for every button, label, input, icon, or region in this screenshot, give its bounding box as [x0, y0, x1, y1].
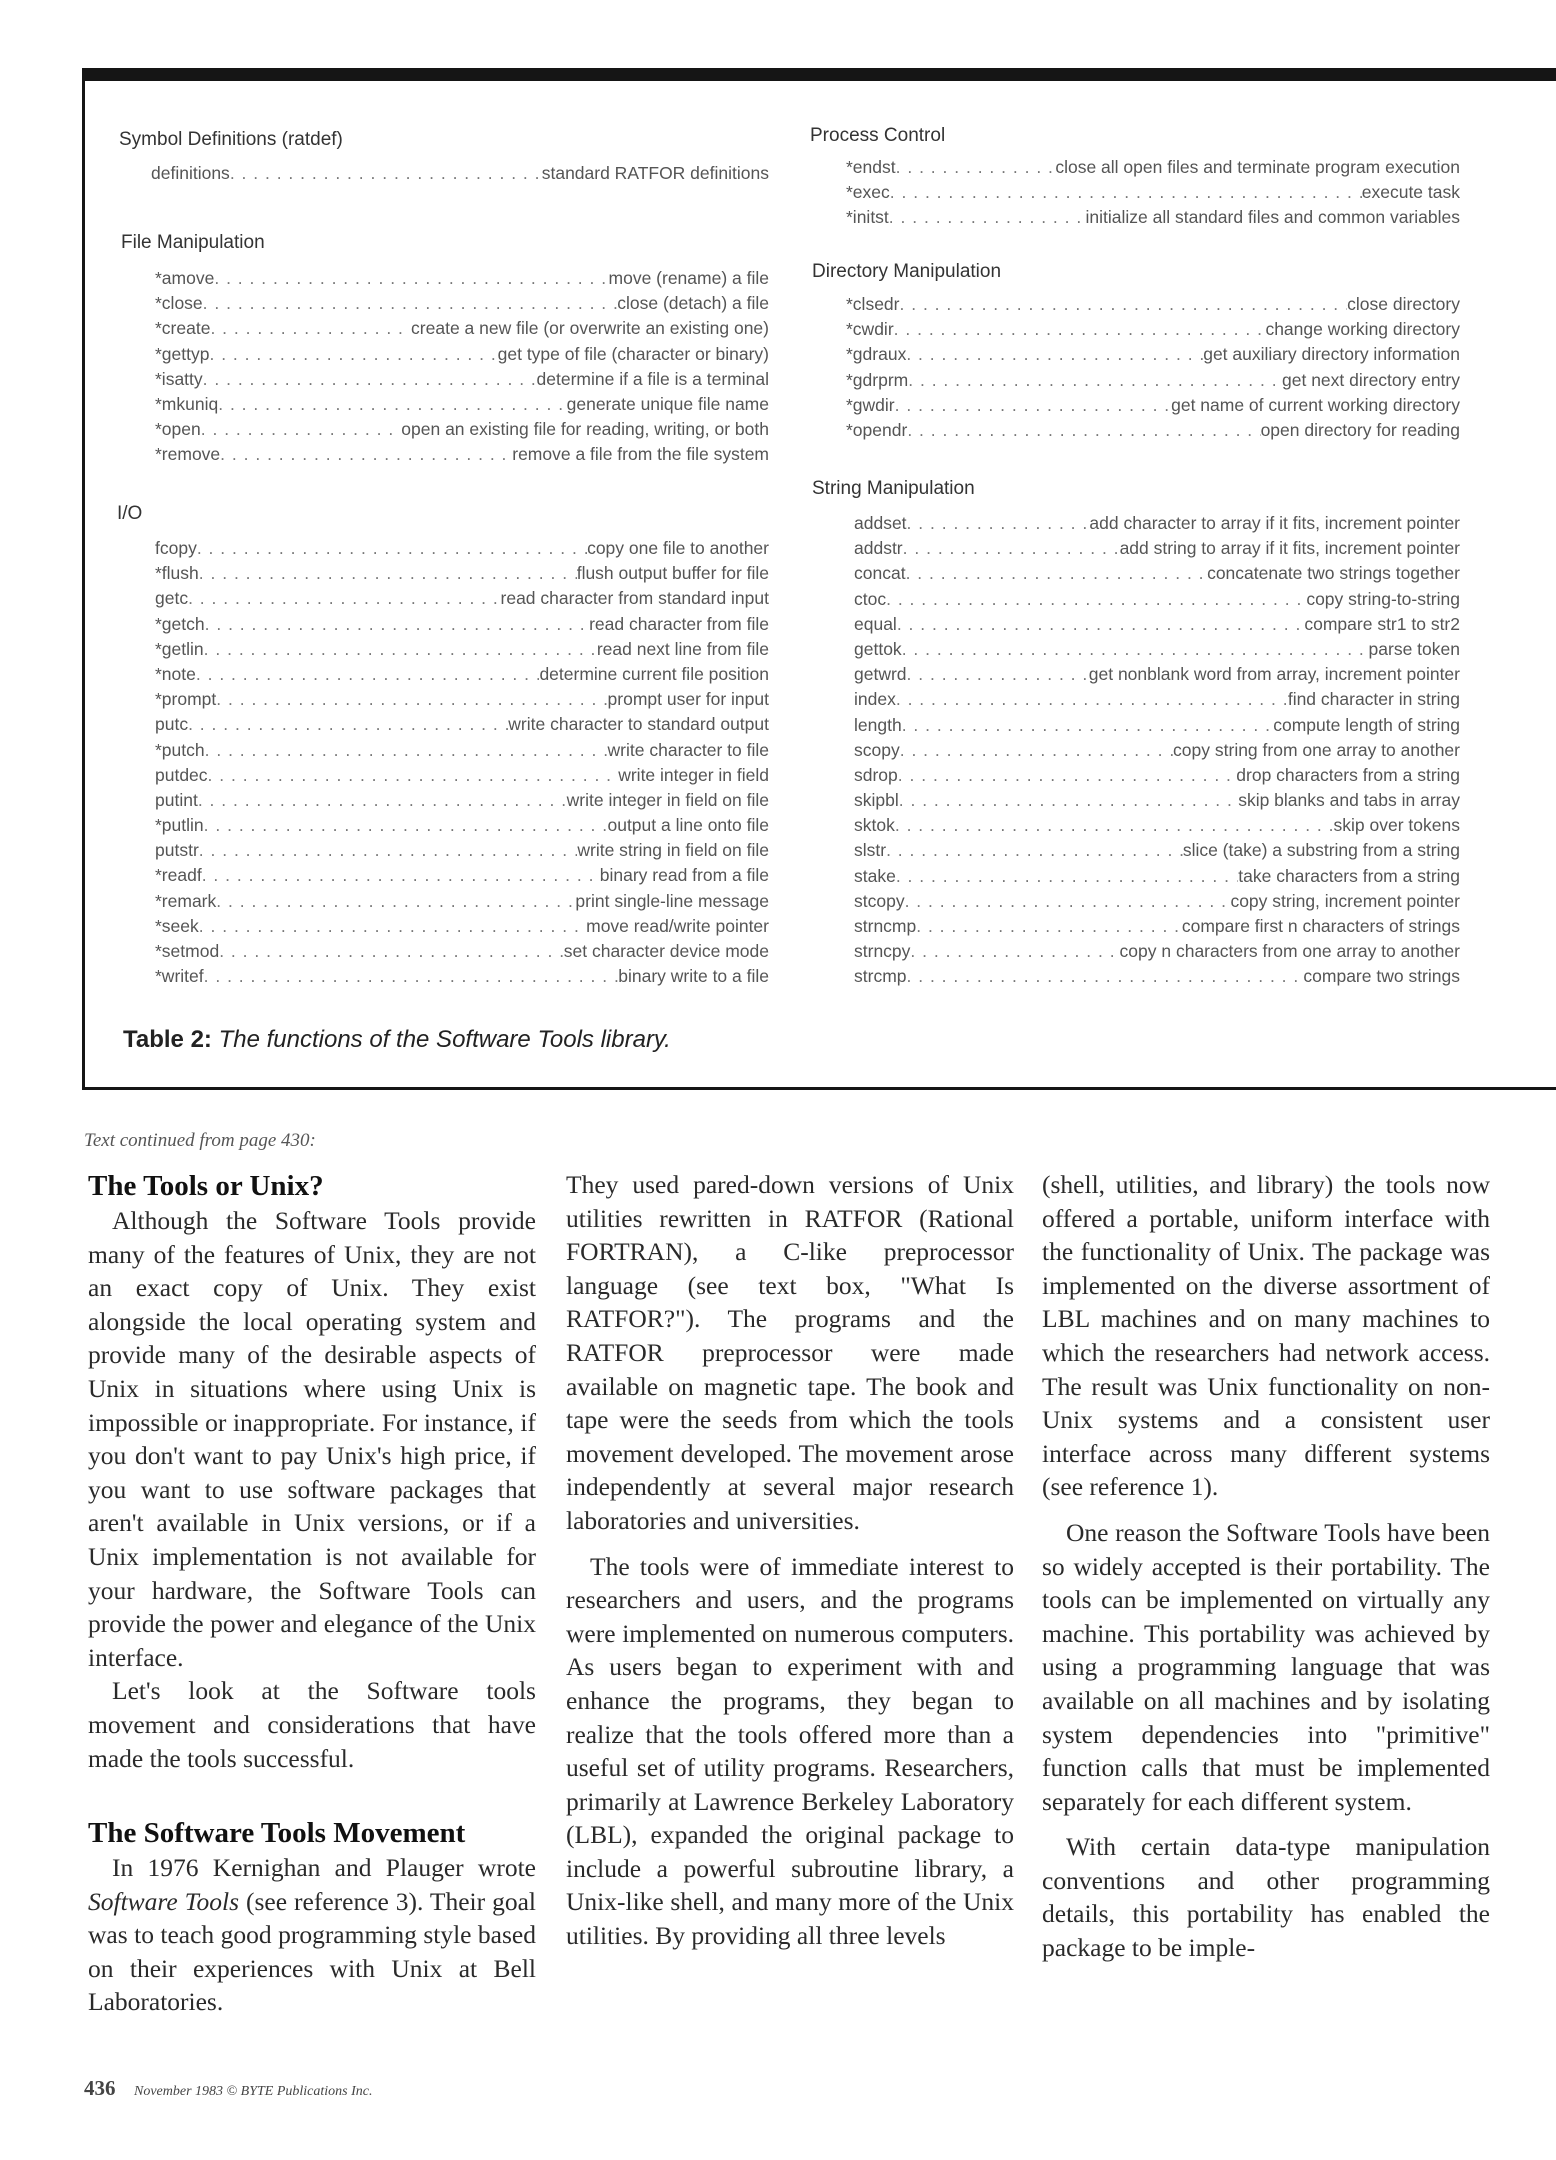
function-row — [155, 765, 769, 790]
function-description: open directory for reading — [1260, 419, 1460, 440]
function-row — [854, 538, 1460, 563]
function-row — [155, 790, 769, 815]
paragraph — [88, 1851, 536, 2019]
leader-dots — [897, 614, 1305, 635]
function-name: *open — [155, 419, 201, 440]
leader-dots — [895, 815, 1334, 836]
function-name: definitions — [151, 163, 230, 183]
function-description: read character from standard input — [500, 588, 769, 609]
function-row — [155, 588, 769, 613]
function-name: equal — [854, 613, 897, 634]
function-row — [846, 420, 1460, 445]
section-title: Symbol Definitions (ratdef) — [119, 129, 343, 150]
function-row — [846, 319, 1460, 344]
paragraph: The tools were of immediate interest to researchers and users, and the programs were implemented on numerous computers. As users began to experiment with and enhance the programs, they began to realize that the tools offered more than a useful set of utility programs. Researchers, primarily at Lawrence Berkeley Laboratory (LBL), expanded the original package to include a powerful subroutine library, a Unix-like shell, and many more of the Unix utilities. By providing all three levels — [566, 1551, 1014, 1951]
function-row — [155, 444, 769, 469]
function-row — [854, 891, 1460, 916]
function-description: compare str1 to str2 — [1304, 613, 1460, 634]
function-row — [854, 840, 1460, 865]
leader-dots — [208, 765, 619, 786]
function-row — [155, 344, 769, 369]
function-row — [854, 563, 1460, 588]
function-description: determine current file position — [539, 663, 769, 684]
function-row — [854, 966, 1460, 991]
function-description: generate unique file name — [566, 393, 769, 414]
function-name: *readf — [155, 865, 202, 886]
function-name: getc — [155, 588, 189, 609]
leader-dots — [900, 294, 1348, 315]
function-name: gettok — [854, 638, 902, 659]
leader-dots — [889, 207, 1086, 228]
leader-dots — [906, 563, 1208, 584]
function-name: ctoc — [854, 588, 887, 609]
leader-dots — [209, 344, 497, 365]
function-row — [155, 614, 769, 639]
function-description: slice (take) a substring from a string — [1182, 840, 1460, 861]
leader-dots — [902, 715, 1274, 736]
leader-dots — [214, 268, 608, 289]
function-row — [155, 815, 769, 840]
function-description: read next line from file — [596, 638, 769, 659]
function-row — [846, 370, 1460, 395]
function-name: strncpy — [854, 941, 911, 962]
function-description: compute length of string — [1273, 714, 1460, 735]
function-description: standard RATFOR definitions — [541, 163, 769, 183]
function-name: *gwdir — [846, 394, 895, 415]
leader-dots — [908, 370, 1282, 391]
function-name: stake — [854, 865, 896, 886]
function-name: *remark — [155, 890, 217, 911]
function-description: copy string, increment pointer — [1230, 890, 1460, 911]
function-description: create a new file (or overwrite an existing one) — [411, 318, 769, 339]
leader-dots — [905, 891, 1231, 912]
leader-dots — [210, 318, 411, 339]
continued-note: Text continued from page 430: — [84, 1130, 316, 1151]
function-description: remove a file from the file system — [512, 444, 769, 465]
function-row — [854, 639, 1460, 664]
function-description: close (detach) a file — [617, 293, 769, 314]
function-description: write string in field on file — [577, 840, 769, 861]
function-name: *note — [155, 663, 196, 684]
function-description: get nonblank word from array, increment pointer — [1088, 664, 1460, 685]
caption-text: The functions of the Software Tools library. — [218, 1026, 671, 1053]
function-description: initialize all standard files and common variables — [1085, 207, 1460, 228]
leader-dots — [896, 866, 1238, 887]
function-description: determine if a file is a terminal — [536, 368, 769, 389]
leader-dots — [203, 369, 537, 390]
function-row — [155, 664, 769, 689]
leader-dots — [205, 740, 608, 761]
leader-dots — [902, 639, 1369, 660]
function-description: find character in string — [1287, 689, 1460, 710]
section-title: I/O — [117, 503, 143, 524]
function-name: putc — [155, 714, 189, 735]
function-name: length — [854, 714, 902, 735]
function-name: *mkuniq — [155, 393, 219, 414]
leader-dots — [886, 840, 1183, 861]
function-name: strncmp — [854, 916, 917, 936]
function-row — [846, 182, 1460, 207]
paragraph: One reason the Software Tools have been so widely accepted is their portability. The tools can be implemented on virtually any machine. This portability was achieved by using a programming language that was available on all machines and by isolating system dependencies into "primitive" function calls that must be implemented separately for each different system. — [1042, 1517, 1490, 1816]
function-row — [846, 344, 1460, 369]
function-row — [854, 513, 1460, 538]
caption-label: Table 2: — [123, 1026, 212, 1053]
leader-dots — [907, 420, 1260, 441]
function-description: write integer in field on file — [566, 789, 769, 810]
leader-dots — [205, 614, 589, 635]
function-description: parse token — [1368, 638, 1460, 659]
function-description: concatenate two strings together — [1207, 563, 1460, 584]
function-row — [155, 639, 769, 664]
function-name: *seek — [155, 915, 199, 936]
function-name: *getch — [155, 613, 205, 634]
function-name: *writef — [155, 966, 204, 987]
function-row — [846, 395, 1460, 420]
function-name: addstr — [854, 538, 903, 559]
leader-dots — [203, 293, 618, 314]
function-name: *clsedr — [846, 294, 900, 314]
paragraph: With certain data-type manipulation conventions and other programming details, this portability has enabled the package to be imple- — [1042, 1832, 1490, 1963]
function-row — [155, 538, 769, 563]
section-title: String Manipulation — [812, 478, 975, 499]
function-name: scopy — [854, 739, 900, 760]
leader-dots — [199, 916, 586, 937]
function-name: *getlin — [155, 638, 204, 659]
function-description: flush output buffer for file — [576, 563, 769, 584]
section-title: Directory Manipulation — [812, 261, 1002, 282]
function-description: get name of current working directory — [1171, 394, 1460, 415]
function-name: putdec — [155, 764, 208, 785]
leader-dots — [230, 163, 542, 184]
leader-dots — [188, 588, 500, 609]
function-row — [155, 318, 769, 343]
function-row — [854, 815, 1460, 840]
text-run: (see reference 3). Their goal was to teach good programming style based on their experiences with Unix at Bell Laboratories. — [88, 1886, 536, 2017]
leader-dots — [199, 563, 577, 584]
leader-dots — [216, 689, 607, 710]
function-description: move (rename) a file — [608, 268, 769, 288]
function-row — [155, 916, 769, 941]
leader-dots — [903, 538, 1120, 559]
function-name: fcopy — [155, 538, 197, 558]
leader-dots — [907, 966, 1304, 987]
function-name: getwrd — [854, 664, 907, 685]
book-title: Software Tools — [88, 1886, 240, 1916]
function-name: concat — [854, 563, 906, 584]
function-name: *remove — [155, 444, 221, 465]
section-title: File Manipulation — [121, 232, 265, 253]
article-column-2 — [566, 1168, 1014, 1953]
function-description: get next directory entry — [1282, 369, 1460, 390]
leader-dots — [896, 157, 1056, 178]
function-description: drop characters from a string — [1236, 764, 1460, 785]
function-row — [854, 740, 1460, 765]
leader-dots — [894, 319, 1266, 340]
function-name: putint — [155, 789, 198, 810]
function-description: open an existing file for reading, writing, or both — [401, 419, 769, 440]
function-name: *cwdir — [846, 319, 894, 340]
function-name: *setmod — [155, 941, 220, 961]
function-description: set character device mode — [563, 941, 769, 961]
function-row — [846, 207, 1460, 232]
function-name: *gdrprm — [846, 369, 909, 390]
function-name: *prompt — [155, 689, 217, 710]
function-description: print single-line message — [575, 890, 769, 911]
leader-dots — [890, 182, 1362, 203]
section-title: Process Control — [810, 125, 946, 146]
function-name: *putlin — [155, 815, 204, 836]
function-description: close directory — [1347, 294, 1460, 314]
article-column-1 — [88, 1168, 536, 2019]
function-name: *opendr — [846, 419, 908, 440]
function-description: copy string-to-string — [1306, 588, 1460, 609]
function-name: stcopy — [854, 890, 905, 911]
function-name: sktok — [854, 815, 895, 836]
function-name: *gdraux — [846, 344, 907, 365]
leader-dots — [220, 444, 512, 465]
function-description: get type of file (character or binary) — [497, 343, 769, 364]
function-row — [151, 163, 769, 188]
function-row — [155, 293, 769, 318]
function-name: *putch — [155, 739, 205, 760]
page-footer — [84, 2076, 373, 2101]
leader-dots — [204, 639, 597, 660]
function-description: add string to array if it fits, increment pointer — [1119, 538, 1460, 559]
function-name: *create — [155, 318, 211, 339]
function-row — [155, 369, 769, 394]
function-description: copy n characters from one array to another — [1119, 941, 1460, 962]
function-description: copy string from one array to another — [1173, 739, 1460, 760]
leader-dots — [204, 815, 608, 836]
leader-dots — [898, 765, 1237, 786]
function-row — [155, 268, 769, 293]
function-description: write integer in field — [618, 764, 769, 785]
function-description: prompt user for input — [607, 689, 769, 710]
function-row — [854, 689, 1460, 714]
function-name: strcmp — [854, 966, 907, 987]
leader-dots — [198, 790, 567, 811]
function-description: binary read from a file — [599, 865, 769, 886]
function-description: output a line onto file — [607, 815, 769, 836]
section-rows — [854, 513, 1460, 992]
function-name: putstr — [155, 840, 199, 861]
function-description: execute task — [1361, 182, 1460, 203]
table-caption — [123, 1026, 671, 1054]
leader-dots — [218, 394, 566, 415]
function-row — [854, 790, 1460, 815]
function-description: write character to file — [607, 739, 769, 760]
function-row — [854, 765, 1460, 790]
function-name: sdrop — [854, 764, 898, 785]
function-row — [155, 740, 769, 765]
function-row — [854, 941, 1460, 966]
function-row — [846, 294, 1460, 319]
function-row — [854, 589, 1460, 614]
function-table — [82, 68, 1556, 1090]
leader-dots — [204, 966, 619, 987]
function-description: add character to array if it fits, increment pointer — [1089, 513, 1460, 533]
leader-dots — [899, 790, 1238, 811]
leader-dots — [907, 513, 1090, 534]
section-rows — [846, 157, 1460, 233]
leader-dots — [219, 941, 564, 962]
function-description: change working directory — [1265, 319, 1460, 340]
function-row — [854, 614, 1460, 639]
function-row — [854, 664, 1460, 689]
leader-dots — [201, 419, 402, 440]
function-description: copy one file to another — [587, 538, 769, 558]
function-description: skip blanks and tabs in array — [1238, 790, 1460, 811]
function-description: binary write to a file — [618, 966, 769, 987]
function-description: close all open files and terminate program execution — [1055, 157, 1460, 177]
leader-dots — [900, 740, 1173, 761]
function-row — [155, 865, 769, 890]
function-row — [854, 866, 1460, 891]
function-row — [155, 689, 769, 714]
function-name: *endst — [846, 157, 896, 177]
function-name: skipbl — [854, 790, 899, 811]
leader-dots — [906, 344, 1203, 365]
paragraph: They used pared-down versions of Unix utilities rewritten in RATFOR (Rational FORTRAN), a C-like preprocessor language (see text box, "What Is RATFOR?"). The programs and the RATFOR preprocessor were made available on magnetic tape. The book and tape were the seeds from which the tools movement developed. The movement arose independently at several major research laboratories and universities. — [566, 1170, 1014, 1535]
function-description: get auxiliary directory information — [1203, 344, 1460, 365]
function-name: addset — [854, 513, 907, 533]
leader-dots — [202, 865, 600, 886]
leader-dots — [907, 664, 1089, 685]
leader-dots — [910, 941, 1119, 962]
page-number: 436 — [84, 2076, 116, 2100]
function-description: compare two strings — [1303, 966, 1460, 987]
text-run: In 1976 Kernighan and Plauger wrote — [112, 1853, 536, 1883]
section-rows — [155, 538, 769, 991]
function-name: *amove — [155, 268, 215, 288]
function-description: read character from file — [589, 613, 769, 634]
function-description: write character to standard output — [508, 714, 769, 735]
section-rows — [846, 294, 1460, 445]
function-row — [155, 840, 769, 865]
function-row — [854, 916, 1460, 941]
function-description: compare first n characters of strings — [1181, 916, 1460, 936]
function-row — [155, 941, 769, 966]
function-row — [854, 715, 1460, 740]
leader-dots — [916, 916, 1182, 937]
function-description: take characters from a string — [1238, 865, 1460, 886]
function-row — [846, 157, 1460, 182]
paragraph: (shell, utilities, and library) the tools now offered a portable, uniform interface with the functionality of Unix. The package was implemented on the diverse assortment of LBL machines and on many machines to which the researchers had network access. The result was Unix functionality on non-Unix systems and a consistent user interface across many different systems (see reference 1). — [1042, 1170, 1490, 1502]
paragraph: Although the Software Tools provide many of the features of Unix, they are not an exact copy of Unix. They exist alongside the local operating system and provide many of the desirable aspects of Unix in situations where using Unix is impossible or inappropriate. For instance, if you don't want to pay Unix's high price, if you want to use software packages that aren't available in Unix versions, or if a Unix implementation is not available for your hardware, the Software Tools can provide the power and elegance of the Unix interface. — [88, 1206, 536, 1672]
function-name: *flush — [155, 563, 199, 584]
function-description: skip over tokens — [1333, 815, 1460, 836]
function-row — [155, 394, 769, 419]
function-row — [155, 419, 769, 444]
leader-dots — [199, 840, 578, 861]
heading-tools-or-unix: The Tools or Unix? — [88, 1170, 324, 1202]
function-name: *exec — [846, 182, 890, 203]
leader-dots — [196, 664, 540, 685]
publication-line: November 1983 © BYTE Publications Inc. — [134, 2084, 373, 2099]
function-row — [155, 891, 769, 916]
function-row — [155, 714, 769, 739]
function-name: slstr — [854, 840, 887, 861]
function-name: *initst — [846, 207, 889, 228]
leader-dots — [216, 891, 575, 912]
leader-dots — [896, 689, 1288, 710]
function-name: *close — [155, 293, 203, 314]
function-name: *isatty — [155, 368, 203, 389]
section-rows — [155, 268, 769, 470]
function-row — [155, 966, 769, 991]
function-description: move read/write pointer — [586, 915, 769, 936]
paragraph: Let's look at the Software tools movement and considerations that have made the tools successful. — [88, 1676, 536, 1773]
leader-dots — [886, 589, 1306, 610]
function-row — [155, 563, 769, 588]
section-rows — [151, 163, 769, 188]
article-column-3 — [1042, 1168, 1490, 1965]
leader-dots — [895, 395, 1171, 416]
leader-dots — [188, 714, 508, 735]
heading-software-tools-movement: The Software Tools Movement — [88, 1817, 466, 1850]
function-name: index — [854, 689, 896, 710]
leader-dots — [197, 538, 587, 559]
function-name: *gettyp — [155, 343, 210, 364]
